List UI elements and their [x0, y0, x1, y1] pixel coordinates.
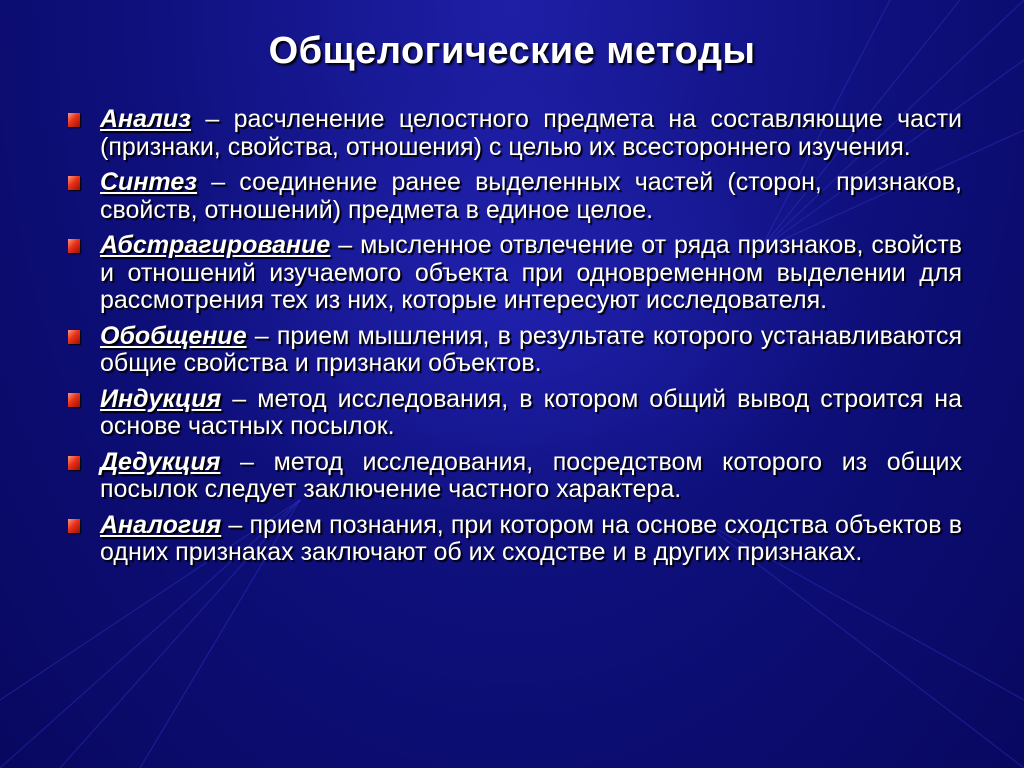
list-item-abstraction: [68, 232, 962, 315]
slide-title: Общелогические методы: [268, 30, 756, 72]
list-item-analogy: [68, 512, 962, 567]
square-bullet-icon: [68, 176, 80, 190]
term-label: Абстрагирование: [100, 231, 331, 259]
term-label: Аналогия: [100, 510, 222, 539]
term-label: Обобщение: [100, 321, 247, 350]
square-bullet-icon: [68, 239, 80, 253]
methods-list: [68, 106, 962, 575]
list-item-generalization: [68, 323, 962, 378]
square-bullet-icon: [68, 113, 80, 127]
definition-text: – прием мышления, в результате которого устанавливаются общие свойства и признаки объектов.: [100, 321, 962, 377]
definition-text: – метод исследования, в котором общий вывод строится на основе частных посылок.: [100, 384, 962, 440]
list-item-deduction: [68, 449, 962, 504]
definition-text: – мысленное отвлечение от ряда признаков, свойств и отношений изучаемого объекта при одновременном выделении для рассмотрения тех из них, которые интересуют исследователя.: [100, 231, 962, 314]
definition-text: – метод исследования, посредством которого из общих посылок следует заключение частного характера.: [100, 447, 962, 503]
term-label: Анализ: [100, 105, 191, 133]
square-bullet-icon: [68, 519, 80, 533]
list-item-induction: [68, 386, 962, 441]
definition-text: – прием познания, при котором на основе сходства объектов в одних признаках заключают об их сходстве и в других признаках.: [100, 510, 962, 566]
square-bullet-icon: [68, 330, 80, 344]
term-label: Дедукция: [100, 447, 221, 476]
definition-text: – расчленение целостного предмета на составляющие части (признаки, свойства, отношения) с целью их всестороннего изучения.: [100, 105, 962, 161]
square-bullet-icon: [68, 456, 80, 470]
definition-text: – соединение ранее выделенных частей (сторон, признаков, свойств, отношений) предмета в единое целое.: [100, 168, 962, 224]
list-item-analysis: [68, 106, 962, 161]
term-label: Синтез: [100, 168, 197, 196]
square-bullet-icon: [68, 393, 80, 407]
list-item-synthesis: [68, 169, 962, 224]
term-label: Индукция: [100, 384, 222, 413]
